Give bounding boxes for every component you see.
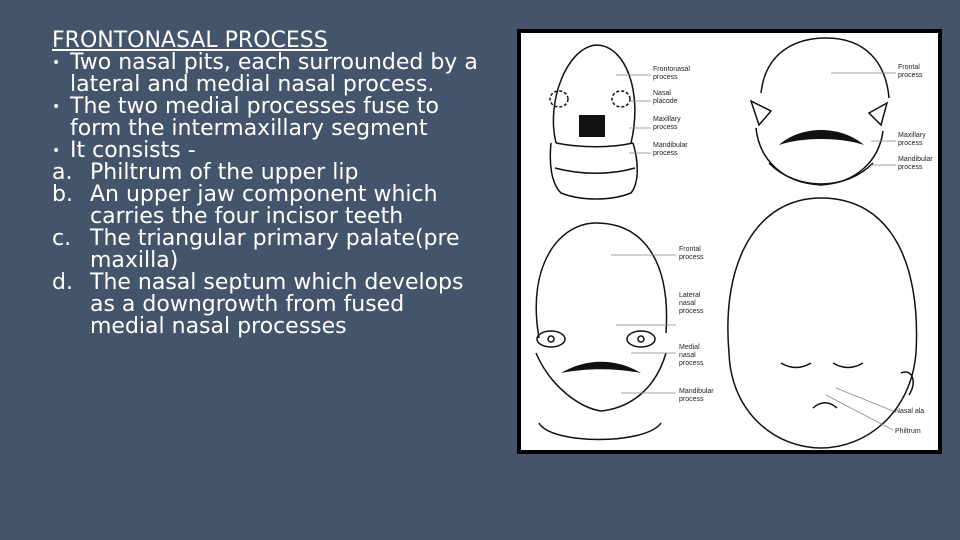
nasal-placode-label: Nasal placode (653, 90, 678, 105)
list-item (52, 184, 482, 228)
lateral-nasal-label: Lateral nasal process (679, 292, 704, 315)
list-item (52, 162, 482, 184)
bullet-marker: • (52, 143, 61, 159)
mandibular-label-right: Mandibular process (898, 156, 933, 171)
bullet-item (52, 52, 482, 96)
list-marker: d. (52, 270, 73, 295)
medial-nasal-label: Medial nasal process (679, 344, 704, 367)
list-marker: c. (52, 226, 72, 251)
embryo-face-figure (517, 29, 942, 454)
bullet-item (52, 140, 482, 162)
mandibular-label-bottom: Mandibular process (679, 388, 714, 403)
bullet-text: Two nasal pits, each surrounded by a lateral and medial nasal process. (70, 50, 478, 97)
slide-text (52, 30, 482, 338)
list-item (52, 272, 482, 338)
maxillary-label: Maxillary process (653, 116, 681, 131)
list-text: The nasal septum which develops as a downgrowth from fused medial nasal processes (90, 270, 464, 339)
mandibular-label: Mandibular process (653, 142, 688, 157)
frontal-process-label-top: Frontal process (898, 64, 923, 79)
bullet-text: The two medial processes fuse to form the intermaxillary segment (70, 94, 439, 141)
nasal-ala-label: Nasal ala (895, 408, 925, 415)
list-marker: b. (52, 182, 73, 207)
list-marker: a. (52, 160, 73, 185)
frontonasal-label: Frontonasal process (653, 66, 690, 81)
bullet-marker: • (52, 55, 61, 71)
slide-title: FRONTONASAL PROCESS (52, 28, 328, 53)
list-text: An upper jaw component which carries the four incisor teeth (90, 182, 438, 229)
bullet-text: It consists - (70, 138, 196, 163)
philtrum-label: Philtrum (895, 428, 921, 435)
frontal-process-label-bottom: Frontal process (679, 246, 704, 261)
list-item (52, 228, 482, 272)
maxillary-label-right: Maxillary process (898, 132, 926, 147)
bullet-marker: • (52, 99, 61, 115)
list-text: The triangular primary palate(pre maxilla) (90, 226, 460, 273)
figure-drawing (521, 33, 938, 450)
list-text: Philtrum of the upper lip (90, 160, 359, 185)
bullet-item (52, 96, 482, 140)
